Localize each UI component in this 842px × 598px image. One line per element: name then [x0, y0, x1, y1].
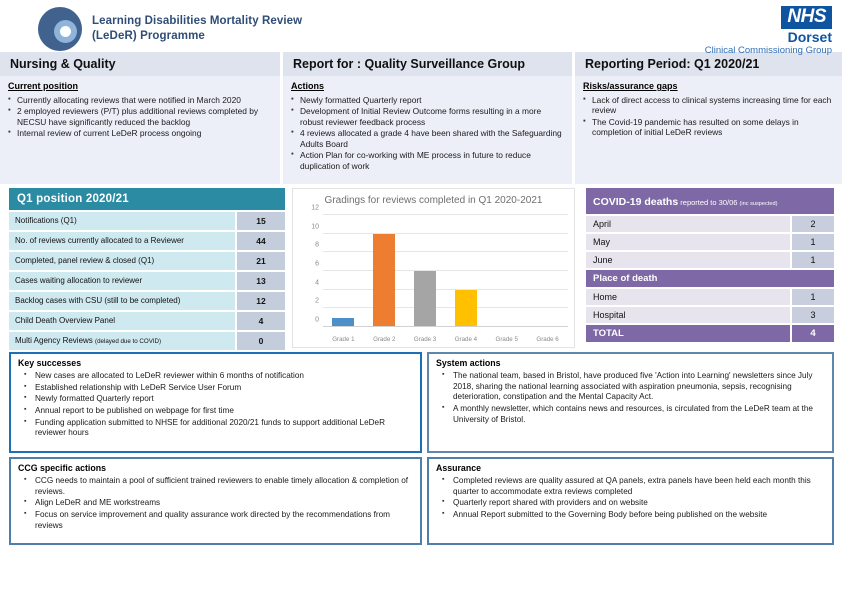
header-cell-department: Nursing & Quality [0, 52, 283, 76]
list-item: ▪ Funding application submitted to NHSE for additional 2020/21 funds to support additional LeDeR reviewer hours [18, 418, 413, 439]
chart-bar-cell [323, 215, 364, 327]
system-actions-list [436, 371, 825, 425]
chart-y-tick-label: 2 [315, 297, 319, 305]
list-item: ▪ CCG needs to maintain a pool of sufficient trained reviewers to enable timely allocation & completion of reviews. [18, 476, 413, 497]
leder-line-2: (LeDeR) Programme [92, 30, 205, 42]
q1-table-body [9, 212, 285, 350]
list-item: ▪ Align LeDeR and ME workstreams [18, 498, 413, 509]
ccg-actions-list [18, 476, 413, 531]
table-row [586, 252, 834, 268]
covid-deaths-table [586, 188, 834, 342]
covid-total-row [586, 325, 834, 342]
system-actions-title: System actions [436, 358, 501, 368]
chart-y-tick-label: 0 [315, 316, 319, 324]
chart-y-tick-label: 8 [315, 241, 319, 249]
table-row [9, 312, 285, 330]
covid-header-sub: reported to 30/06 [678, 198, 740, 207]
panel-current-position [0, 76, 283, 184]
box-system-actions [427, 352, 834, 453]
leder-logo [36, 7, 302, 51]
list-item: ▪ Currently allocating reviews that were notified in March 2020 [8, 95, 272, 106]
chart-x-tick-label: Grade 1 [332, 336, 355, 343]
q1-row-label: Backlog cases with CSU (still to be completed) [9, 292, 235, 310]
q1-row-value: 13 [237, 272, 285, 290]
list-item: ▪ Annual Report submitted to the Governing Body before being published on the website [436, 510, 825, 521]
chart-y-tick-label: 6 [315, 260, 319, 268]
chart-x-tick-label: Grade 4 [454, 336, 478, 343]
leder-line-1: Learning Disabilities Mortality Review [92, 15, 303, 28]
place-of-death-title: Place of death [586, 270, 834, 287]
chart-x-tick-label: Grade 6 [536, 336, 559, 343]
chart-y-tick-label: 10 [311, 223, 319, 231]
covid-total-label: TOTAL [586, 325, 790, 342]
chart-bar-cell [364, 215, 405, 327]
chart-bars [323, 215, 568, 327]
q1-row-label: Notifications (Q1) [9, 212, 235, 230]
chart-bar-cell [445, 215, 486, 327]
chart-bar-cell [405, 215, 446, 327]
list-item: ▪ Lack of direct access to clinical systems increasing time for each review [583, 95, 834, 117]
ccg-actions-title: CCG specific actions [18, 463, 106, 473]
chart-plot-area [311, 204, 568, 327]
q1-row-label: No. of reviews currently allocated to a Reviewer [9, 232, 235, 250]
covid-row-value: 2 [792, 216, 834, 232]
table-row [586, 216, 834, 232]
box-ccg-specific-actions [9, 457, 422, 545]
list-item: ▪ Internal review of current LeDeR process ongoing [8, 128, 272, 139]
covid-total-value: 4 [792, 325, 834, 342]
nhs-mark-icon: NHS [781, 6, 832, 29]
list-item: ▪ 4 reviews allocated a grade 4 have been shared with the Safeguarding Adults Board [291, 128, 564, 150]
list-item: ▪ A monthly newsletter, which contains news and resources, is circulated from the LeDeR team at the University of Bristol. [436, 404, 825, 425]
chart-title: Gradings for reviews completed in Q1 2020-2021 [324, 195, 543, 206]
chart-y-tick-label: 12 [311, 204, 319, 212]
covid-row-label: Home [586, 289, 790, 305]
q1-position-table [9, 188, 285, 350]
table-row [9, 332, 285, 350]
gradings-bar-chart [292, 188, 575, 348]
table-row [9, 272, 285, 290]
list-item: ▪ Newly formatted Quarterly report [18, 394, 413, 405]
q1-row-label: Child Death Overview Panel [9, 312, 235, 330]
list-item: ▪ Quarterly report shared with providers and on website [436, 498, 825, 509]
chart-x-axis [323, 326, 568, 327]
q1-row-label: Completed, panel review & closed (Q1) [9, 252, 235, 270]
covid-row-value: 1 [792, 289, 834, 305]
list-item: ▪ New cases are allocated to LeDeR reviewer within 6 months of notification [18, 371, 413, 382]
place-of-death-rows [586, 289, 834, 323]
q1-row-label: Cases waiting allocation to reviewer [9, 272, 235, 290]
box-assurance [427, 457, 834, 545]
assurance-title: Assurance [436, 463, 481, 473]
q1-row-value: 4 [237, 312, 285, 330]
current-position-list [8, 95, 272, 139]
q1-table-title: Q1 position 2020/21 [9, 188, 285, 210]
header-cell-reporting-period: Reporting Period: Q1 2020/21 [575, 52, 842, 76]
list-item: ▪ The national team, based in Bristol, have produced five 'Action into Learning' newsletters since July 2018, sharing the national learning associated with aspiration pneumonia, sepsis, recognising deterioration, constipation and the Mental Capacity Act. [436, 371, 825, 403]
list-item: ▪ Annual report to be published on webpage for first time [18, 406, 413, 417]
covid-row-label: Hospital [586, 307, 790, 323]
q1-row-value: 21 [237, 252, 285, 270]
chart-bar [414, 271, 436, 327]
covid-row-label: June [586, 252, 790, 268]
list-item: ▪ 2 employed reviewers (P/T) plus additional reviews completed by NECSU have significantly reduced the backlog [8, 106, 272, 128]
q1-row-value: 12 [237, 292, 285, 310]
key-successes-list [18, 371, 413, 439]
list-item: ▪ Focus on service improvement and quality assurance work directed by the recommendations from reviews [18, 510, 413, 531]
box-key-successes [9, 352, 422, 453]
covid-row-value: 1 [792, 252, 834, 268]
covid-row-label: May [586, 234, 790, 250]
table-row [9, 292, 285, 310]
chart-y-tick-label: 4 [315, 279, 319, 287]
list-item: ▪ Completed reviews are quality assured at QA panels, extra panels have been held each month this quarter to accommodate extra reviews completed [436, 476, 825, 497]
chart-x-tick-labels [323, 336, 568, 343]
chart-bar [373, 234, 395, 327]
actions-list [291, 95, 564, 172]
list-item: ▪ Action Plan for co-working with ME process in future to reduce duplication of work [291, 150, 564, 172]
q1-row-label: Multi Agency Reviews (delayed due to COVID) [9, 332, 235, 350]
covid-table-header [586, 188, 834, 214]
q1-row-value: 44 [237, 232, 285, 250]
panel-actions [283, 76, 575, 184]
assurance-list [436, 476, 825, 521]
table-row [586, 307, 834, 323]
chart-bar-cell [486, 215, 527, 327]
list-item: ▪ Development of Initial Review Outcome forms resulting in a more robust reviewer feedback process [291, 106, 564, 128]
nhs-org-name: Dorset [787, 28, 832, 45]
table-row [9, 252, 285, 270]
actions-title: Actions [291, 81, 325, 91]
leder-circle-logo-icon [36, 7, 82, 51]
narrative-strip [0, 76, 842, 184]
covid-row-value: 3 [792, 307, 834, 323]
covid-header-main: COVID-19 deaths [593, 196, 679, 208]
covid-month-rows [586, 216, 834, 268]
list-item: ▪ Newly formatted Quarterly report [291, 95, 564, 106]
table-row [586, 289, 834, 305]
risks-title: Risks/assurance gaps [583, 81, 678, 91]
nhs-org-subtitle: Clinical Commissioning Group [704, 45, 832, 57]
middle-band [0, 184, 842, 352]
risks-list [583, 95, 834, 139]
key-successes-title: Key successes [18, 358, 82, 368]
chart-bar-cell [527, 215, 568, 327]
leder-wordmark [92, 14, 302, 43]
panel-risks [575, 76, 842, 184]
logo-band [0, 0, 842, 57]
header-cell-report-for: Report for : Quality Surveillance Group [283, 52, 575, 76]
nhs-logo [705, 6, 832, 57]
list-item: ▪ Established relationship with LeDeR Service User Forum [18, 383, 413, 394]
list-item: ▪ The Covid-19 pandemic has resulted on some delays in completion of initial LeDeR reviews [583, 117, 834, 139]
chart-x-tick-label: Grade 2 [373, 336, 396, 343]
current-position-title: Current position [8, 81, 78, 91]
chart-x-tick-label: Grade 3 [413, 336, 437, 343]
covid-row-label: April [586, 216, 790, 232]
table-row [9, 232, 285, 250]
q1-row-value: 0 [237, 332, 285, 350]
chart-x-tick-label: Grade 5 [495, 336, 518, 343]
q1-row-value: 15 [237, 212, 285, 230]
chart-bar [455, 290, 477, 327]
covid-header-note: (inc suspected) [739, 201, 778, 207]
table-row [9, 212, 285, 230]
covid-row-value: 1 [792, 234, 834, 250]
table-row [586, 234, 834, 250]
